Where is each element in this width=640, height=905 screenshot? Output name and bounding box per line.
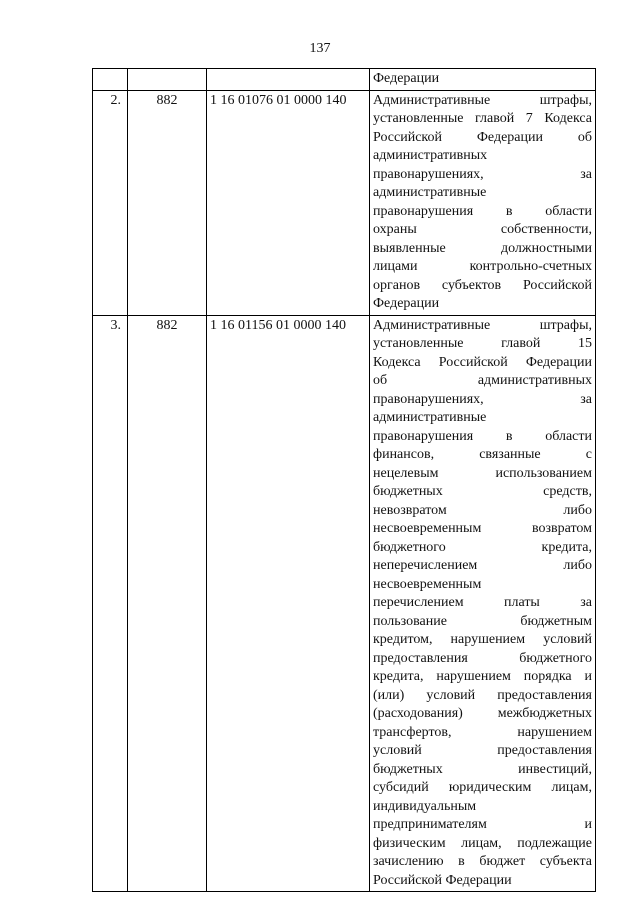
description-line: кредитом, нарушением условий <box>373 632 592 647</box>
description-line: установленные главой 7 Кодекса <box>373 111 592 126</box>
admin-code-cell: 882 <box>128 90 207 315</box>
description-line: трансфертов, нарушением <box>373 724 592 740</box>
description-line: несвоевременным <box>373 576 482 592</box>
row-number-cell: 2. <box>93 90 128 315</box>
budget-code-cell: 1 16 01076 01 0000 140 <box>207 90 370 315</box>
description-line: органов субъектов Российской <box>373 277 592 293</box>
admin-code-cell: 882 <box>128 315 207 892</box>
description-line: предпринимателям и <box>373 817 592 832</box>
revenue-codes-table <box>92 68 596 892</box>
description-line: Административные штрафы, <box>373 92 592 108</box>
description-line: административные <box>373 410 487 425</box>
description-cell <box>370 315 596 892</box>
description-line: субсидий юридическим лицам, <box>373 780 592 795</box>
description-line: финансов, связанные с <box>373 447 592 462</box>
description-cell <box>370 69 596 91</box>
description-line: нецелевым использованием <box>373 465 592 481</box>
description-cell <box>370 90 596 315</box>
description-line: установленные главой 15 <box>373 336 592 351</box>
description-line: неперечислением либо <box>373 558 592 573</box>
table-row <box>93 69 596 91</box>
description-line: бюджетного кредита, <box>373 539 592 555</box>
description-line: несвоевременным возвратом <box>373 521 592 536</box>
description-line: (или) условий предоставления <box>373 687 592 703</box>
row-number-cell: 3. <box>93 315 128 892</box>
description-line: охраны собственности, <box>373 222 592 237</box>
table-row <box>93 90 596 315</box>
description-line: бюджетных средств, <box>373 484 592 499</box>
description-line: зачислению в бюджет субъекта <box>373 854 592 869</box>
description-line: индивидуальным <box>373 798 477 814</box>
description-line: правонарушениях, за <box>373 166 592 182</box>
budget-code-cell <box>207 69 370 91</box>
description-line: Российской Федерации <box>373 872 512 888</box>
description-line: бюджетных инвестиций, <box>373 761 592 777</box>
description-line: предоставления бюджетного <box>373 650 592 666</box>
description-line: перечислением платы за <box>373 595 592 610</box>
page-number: 137 <box>309 41 331 56</box>
table-row <box>93 315 596 892</box>
description-line: невозвратом либо <box>373 502 592 518</box>
description-line: правонарушениях, за <box>373 391 592 407</box>
description-line: Кодекса Российской Федерации <box>373 354 592 370</box>
description-line: условий предоставления <box>373 743 592 758</box>
description-line: физическим лицам, подлежащие <box>373 835 592 851</box>
description-line: Российской Федерации об <box>373 129 592 145</box>
description-line: Федерации <box>373 71 440 86</box>
row-number-cell <box>93 69 128 91</box>
description-line: правонарушения в области <box>373 428 592 444</box>
budget-code-cell: 1 16 01156 01 0000 140 <box>207 315 370 892</box>
description-line: выявленные должностными <box>373 240 592 256</box>
description-line: Административные штрафы, <box>373 317 592 333</box>
description-line: административные <box>373 185 487 200</box>
description-line: Федерации <box>373 296 440 311</box>
description-line: об административных <box>373 373 592 388</box>
description-line: лицами контрольно-счетных <box>373 259 592 274</box>
description-line: административных <box>373 148 488 163</box>
description-line: правонарушения в области <box>373 203 592 219</box>
admin-code-cell <box>128 69 207 91</box>
description-line: кредита, нарушением порядка и <box>373 669 592 684</box>
description-line: (расходования) межбюджетных <box>373 706 592 721</box>
description-line: пользование бюджетным <box>373 613 592 629</box>
